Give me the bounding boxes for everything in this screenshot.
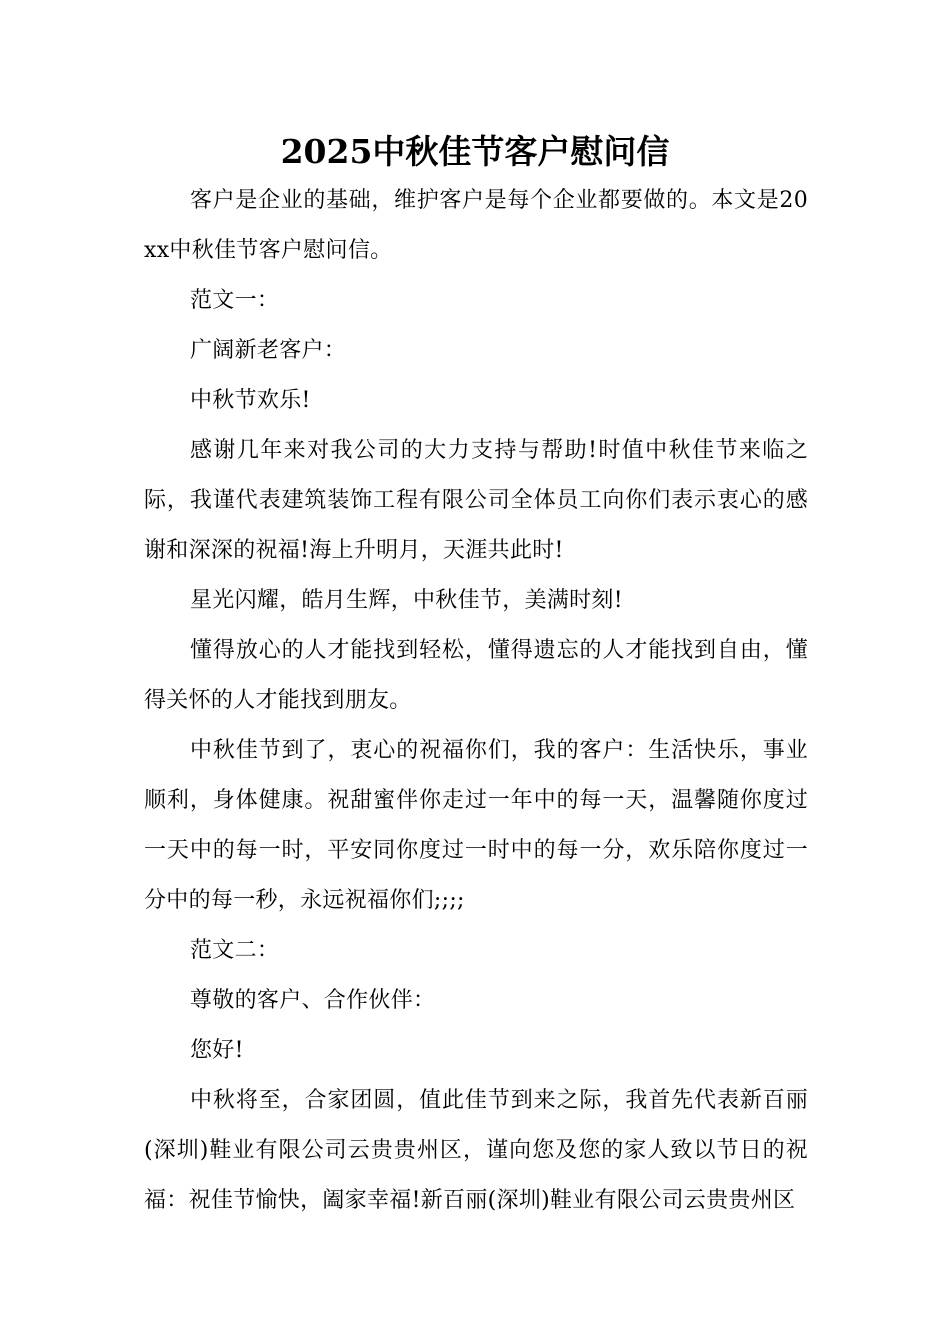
paragraph-greeting-two: 您好! [190,1038,244,1063]
paragraph-salutation-one: 广阔新老客户： [190,338,347,363]
paragraph-mid-autumn: 中秋将至，合家团圆，值此佳节到来之际，我首先代表新百丽(深圳)鞋业有限公司云贵贵州区，谨向您及您的家人致以节日的祝福：祝佳节愉快，阖家幸福!新百丽(深圳)鞋业有限公司云贵贵州区 [144,1088,808,1213]
document-body [144,176,808,1226]
document-title: 2025中秋佳节客户慰问信 [280,132,670,171]
paragraph-blessing: 中秋佳节到了，衷心的祝福你们，我的客户：生活快乐，事业顺利，身体健康。祝甜蜜伴你走过一年中的每一天，温馨随你度过一天中的每一时，平安同你度过一时中的每一分，欢乐陪你度过一分中的每一秒，永远祝福你们;;;; [144,738,808,913]
paragraph-understanding: 懂得放心的人才能找到轻松，懂得遗忘的人才能找到自由，懂得关怀的人才能找到朋友。 [144,638,808,713]
paragraph-intro: 客户是企业的基础，维护客户是每个企业都要做的。本文是20xx中秋佳节客户慰问信。 [144,188,808,263]
paragraph-thanks: 感谢几年来对我公司的大力支持与帮助!时值中秋佳节来临之际，我谨代表建筑装饰工程有限公司全体员工向你们表示衷心的感谢和深深的祝福!海上升明月，天涯共此时! [144,438,808,563]
paragraph-sample-two-heading: 范文二： [190,938,280,963]
paragraph-stars: 星光闪耀，皓月生辉，中秋佳节，美满时刻! [190,588,623,613]
paragraph-salutation-two: 尊敬的客户、合作伙伴： [190,988,436,1013]
paragraph-sample-one-heading: 范文一： [190,288,280,313]
paragraph-greeting-one: 中秋节欢乐! [190,388,311,413]
